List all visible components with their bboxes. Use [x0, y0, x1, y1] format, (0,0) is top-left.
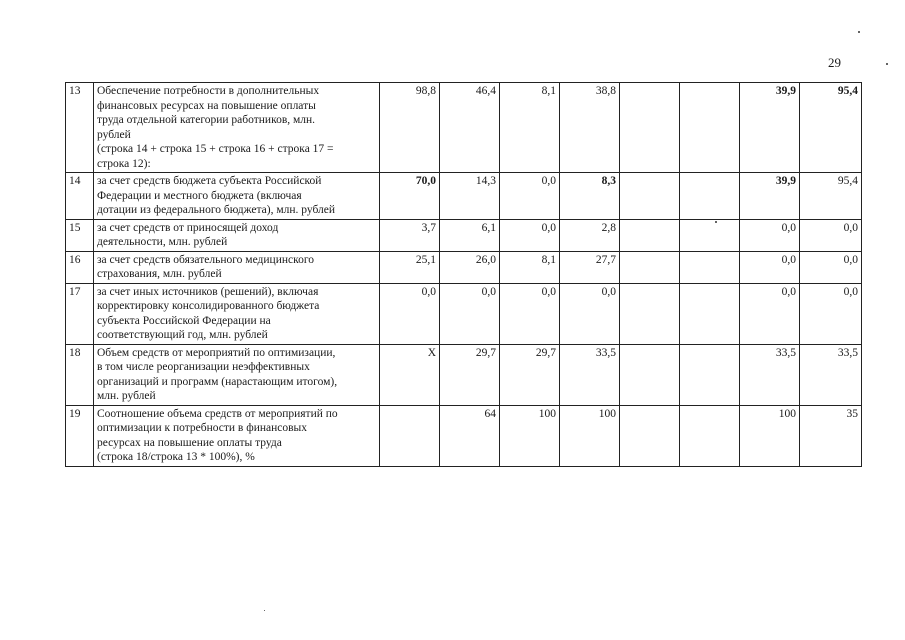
value-cell: [620, 344, 680, 405]
value-cell: 3,7: [380, 219, 440, 251]
value-cell: 46,4: [440, 83, 500, 173]
value-cell: [620, 283, 680, 344]
value-cell: 0,0: [740, 219, 800, 251]
row-description: [94, 344, 380, 405]
row-description: [94, 83, 380, 173]
description-line: организаций и программ (нарастающим итогом),: [97, 375, 338, 388]
value-cell: 29,7: [500, 344, 560, 405]
description-line: труда отдельной категории работников, млн.: [97, 114, 316, 126]
scan-speck: [264, 610, 265, 611]
row-number: 16: [66, 251, 94, 283]
value-cell: 70,0: [380, 173, 440, 220]
value-cell: 0,0: [500, 219, 560, 251]
table-row: [66, 405, 862, 466]
row-description: [94, 219, 380, 251]
value-cell: 0,0: [440, 283, 500, 344]
value-cell: 95,4: [800, 83, 862, 173]
row-number: 13: [66, 83, 94, 173]
scan-speck: [858, 31, 860, 33]
value-cell: [620, 405, 680, 466]
row-description: [94, 173, 380, 220]
description-line: Соотношение объема средств от мероприятий по: [97, 407, 338, 420]
scan-speck: [886, 63, 888, 65]
value-cell: 35: [800, 405, 862, 466]
row-number: 14: [66, 173, 94, 220]
description-line: Обеспечение потребности в дополнительных: [97, 85, 320, 97]
value-cell: [620, 251, 680, 283]
value-cell: 100: [740, 405, 800, 466]
description-line: строка 12):: [97, 157, 151, 170]
description-line: деятельности, млн. рублей: [97, 236, 228, 248]
row-description: [94, 405, 380, 466]
value-cell: [620, 83, 680, 173]
scan-speck: [715, 221, 717, 223]
value-cell: X: [380, 344, 440, 405]
table-row: [66, 251, 862, 283]
description-line: за счет средств обязательного медицинского: [97, 253, 315, 266]
row-number: 19: [66, 405, 94, 466]
value-cell: 27,7: [560, 251, 620, 283]
description-line: ресурсах на повышение оплаты труда: [97, 436, 282, 449]
description-line: Объем средств от мероприятий по оптимизации,: [97, 346, 336, 359]
value-cell: 0,0: [560, 283, 620, 344]
value-cell: 98,8: [380, 83, 440, 173]
description-line: дотации из федерального бюджета), млн. рублей: [97, 204, 336, 216]
value-cell: 8,1: [500, 251, 560, 283]
table-row: [66, 173, 862, 220]
value-cell: 29,7: [440, 344, 500, 405]
value-cell: [680, 405, 740, 466]
value-cell: 64: [440, 405, 500, 466]
value-cell: 0,0: [500, 173, 560, 220]
table-row: [66, 344, 862, 405]
description-line: рублей: [97, 128, 131, 141]
value-cell: 2,8: [560, 219, 620, 251]
value-cell: 26,0: [440, 251, 500, 283]
description-line: корректировку консолидированного бюджета: [97, 300, 320, 312]
value-cell: 8,1: [500, 83, 560, 173]
description-line: соответствующий год, млн. рублей: [97, 329, 268, 341]
value-cell: 0,0: [800, 251, 862, 283]
value-cell: [680, 283, 740, 344]
value-cell: 95,4: [800, 173, 862, 220]
description-line: в том числе реорганизации неэффективных: [97, 361, 310, 373]
row-description: [94, 251, 380, 283]
value-cell: 6,1: [440, 219, 500, 251]
value-cell: 100: [560, 405, 620, 466]
value-cell: 0,0: [740, 283, 800, 344]
value-cell: 39,9: [740, 83, 800, 173]
value-cell: 0,0: [380, 283, 440, 344]
row-number: 18: [66, 344, 94, 405]
value-cell: 39,9: [740, 173, 800, 220]
row-number: 17: [66, 283, 94, 344]
value-cell: 0,0: [500, 283, 560, 344]
page-number: 29: [828, 55, 841, 70]
description-line: за счет средств бюджета субъекта Российской: [97, 175, 322, 187]
description-line: субъекта Российской Федерации на: [97, 314, 271, 327]
value-cell: [680, 173, 740, 220]
table-row: [66, 219, 862, 251]
value-cell: [680, 83, 740, 173]
indicators-table: [65, 82, 862, 467]
description-line: млн. рублей: [97, 390, 156, 402]
value-cell: 8,3: [560, 173, 620, 220]
table-row: [66, 83, 862, 173]
value-cell: [620, 219, 680, 251]
description-line: финансовых ресурсах на повышение оплаты: [97, 99, 316, 112]
value-cell: 38,8: [560, 83, 620, 173]
description-line: за счет иных источников (решений), включая: [97, 285, 319, 298]
description-line: Федерации и местного бюджета (включая: [97, 189, 302, 202]
description-line: за счет средств от приносящей доход: [97, 221, 279, 234]
value-cell: [380, 405, 440, 466]
value-cell: 100: [500, 405, 560, 466]
value-cell: [680, 251, 740, 283]
value-cell: 25,1: [380, 251, 440, 283]
value-cell: 14,3: [440, 173, 500, 220]
row-description: [94, 283, 380, 344]
value-cell: [680, 219, 740, 251]
value-cell: 33,5: [800, 344, 862, 405]
value-cell: 0,0: [740, 251, 800, 283]
row-number: 15: [66, 219, 94, 251]
description-line: (строка 14 + строка 15 + строка 16 + строка 17 =: [97, 143, 334, 155]
value-cell: [680, 344, 740, 405]
description-line: (строка 18/строка 13 * 100%), %: [97, 451, 255, 463]
value-cell: 0,0: [800, 283, 862, 344]
description-line: оптимизации к потребности в финансовых: [97, 422, 308, 434]
table-row: [66, 283, 862, 344]
value-cell: 33,5: [560, 344, 620, 405]
value-cell: [620, 173, 680, 220]
value-cell: 0,0: [800, 219, 862, 251]
description-line: страхования, млн. рублей: [97, 268, 222, 280]
value-cell: 33,5: [740, 344, 800, 405]
